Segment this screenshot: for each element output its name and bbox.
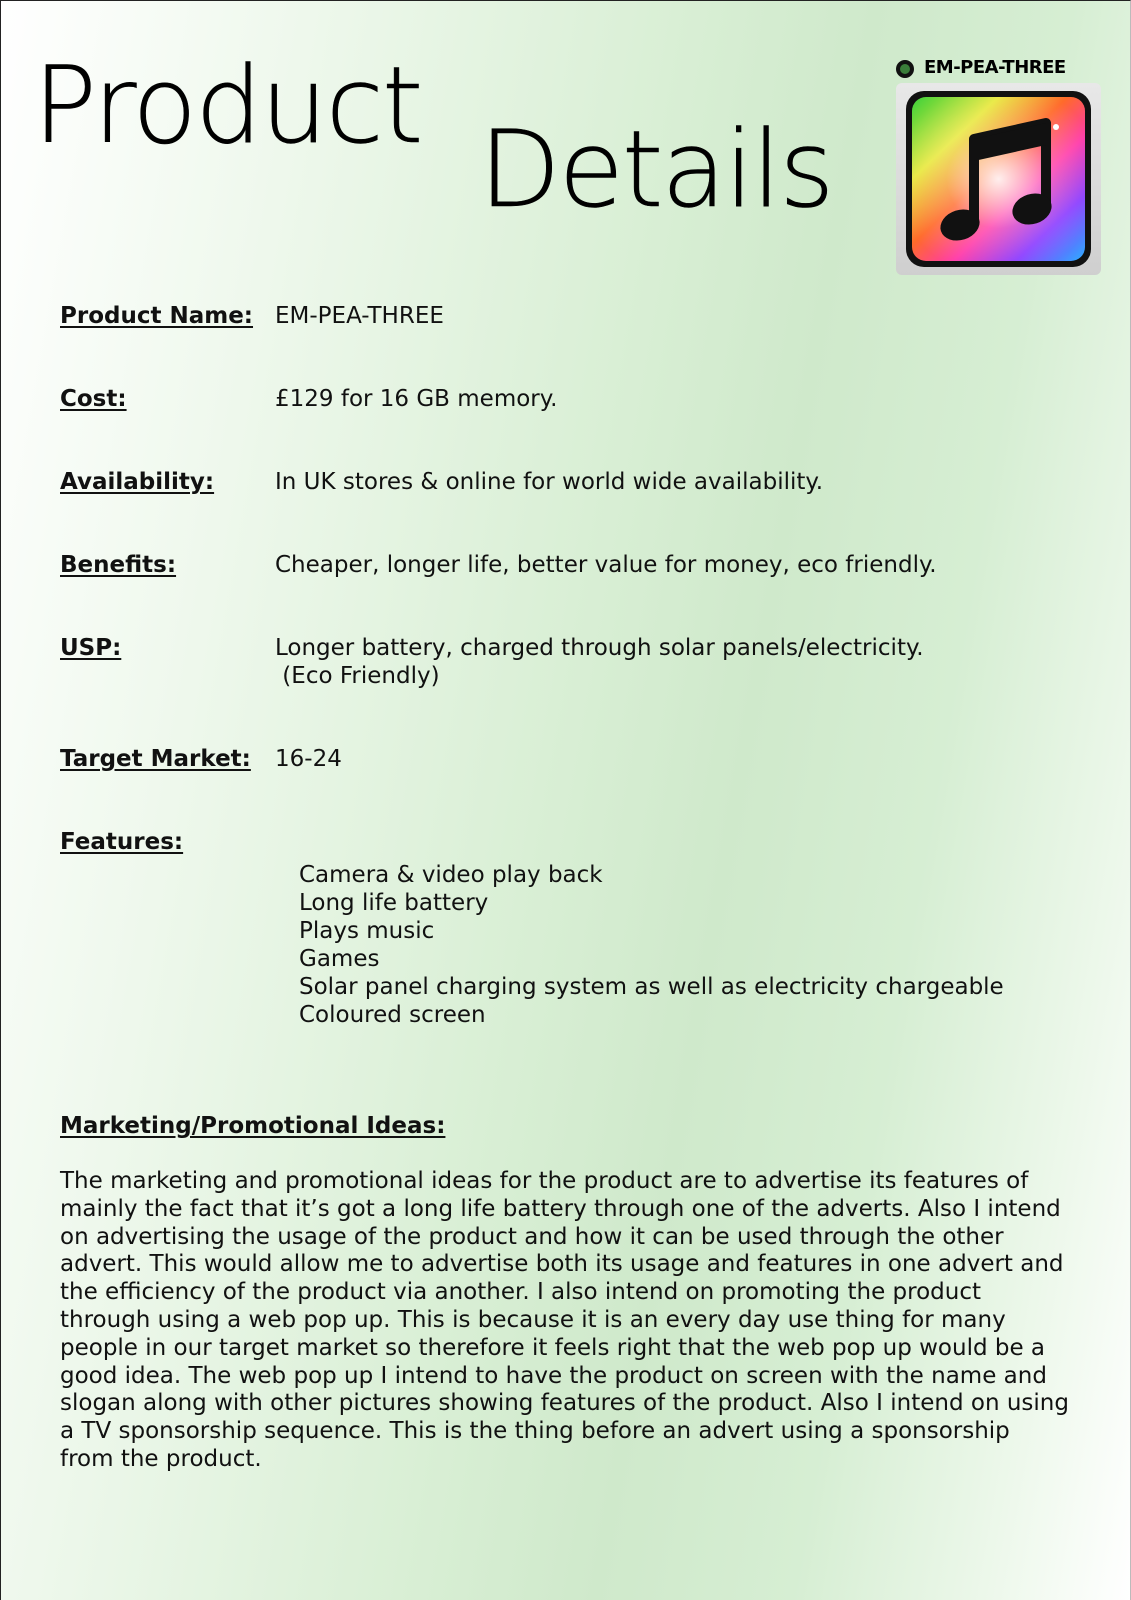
usp-label: USP: <box>60 635 122 661</box>
feature-item: Plays music <box>299 918 435 944</box>
usp-value-line2: (Eco Friendly) <box>275 663 440 689</box>
marketing-heading: Marketing/Promotional Ideas: <box>60 1113 446 1139</box>
marketing-body: The marketing and promotional ideas for the product are to advertise its features of mainly the fact that it’s got a long life battery through one of the adverts. Also I intend on advertising the usage of the product and how it can be used through the other advert. This would allow me to advertise both its usage and features in one advert and the efficiency of the product via another. I also intend on promoting the product through using a web pop up. This is because it is an every day use thing for many people in our target market so therefore it feels right that the web pop up would be a good idea. The web pop up I intend to have the product on screen with the name and slogan along with other pictures showing features of the product. Also I intend on using a TV sponsorship sequence. This is the thing before an advert using a sponsorship from the product. <box>60 1168 1069 1472</box>
feature-item: Camera & video play back <box>299 862 603 888</box>
features-label: Features: <box>60 829 184 855</box>
product-name-value: EM-PEA-THREE <box>275 303 444 329</box>
feature-item: Games <box>299 946 380 972</box>
product-name-label: Product Name: <box>60 303 254 329</box>
feature-item: Coloured screen <box>299 1002 486 1028</box>
benefits-label: Benefits: <box>60 552 177 578</box>
features-list <box>299 861 1004 1029</box>
availability-value: In UK stores & online for world wide availability. <box>275 469 824 495</box>
benefits-value: Cheaper, longer life, better value for money, eco friendly. <box>275 552 937 578</box>
cost-value: £129 for 16 GB memory. <box>275 386 558 412</box>
availability-label: Availability: <box>60 469 215 495</box>
usp-value-line1: Longer battery, charged through solar panels/electricity. <box>275 635 924 661</box>
target-market-label: Target Market: <box>60 746 251 772</box>
page-title-product: Product <box>33 44 422 167</box>
brand-logo <box>896 53 1101 275</box>
logo-ring-icon <box>896 60 914 78</box>
feature-item: Long life battery <box>299 890 489 916</box>
logo-text: EM-PEA-THREE <box>924 57 1066 78</box>
page-title-details: Details <box>479 108 833 231</box>
feature-item: Solar panel charging system as well as electricity chargeable <box>299 974 1004 1000</box>
music-note-icon <box>896 83 1101 275</box>
target-market-value: 16-24 <box>275 746 342 772</box>
cost-label: Cost: <box>60 386 127 412</box>
